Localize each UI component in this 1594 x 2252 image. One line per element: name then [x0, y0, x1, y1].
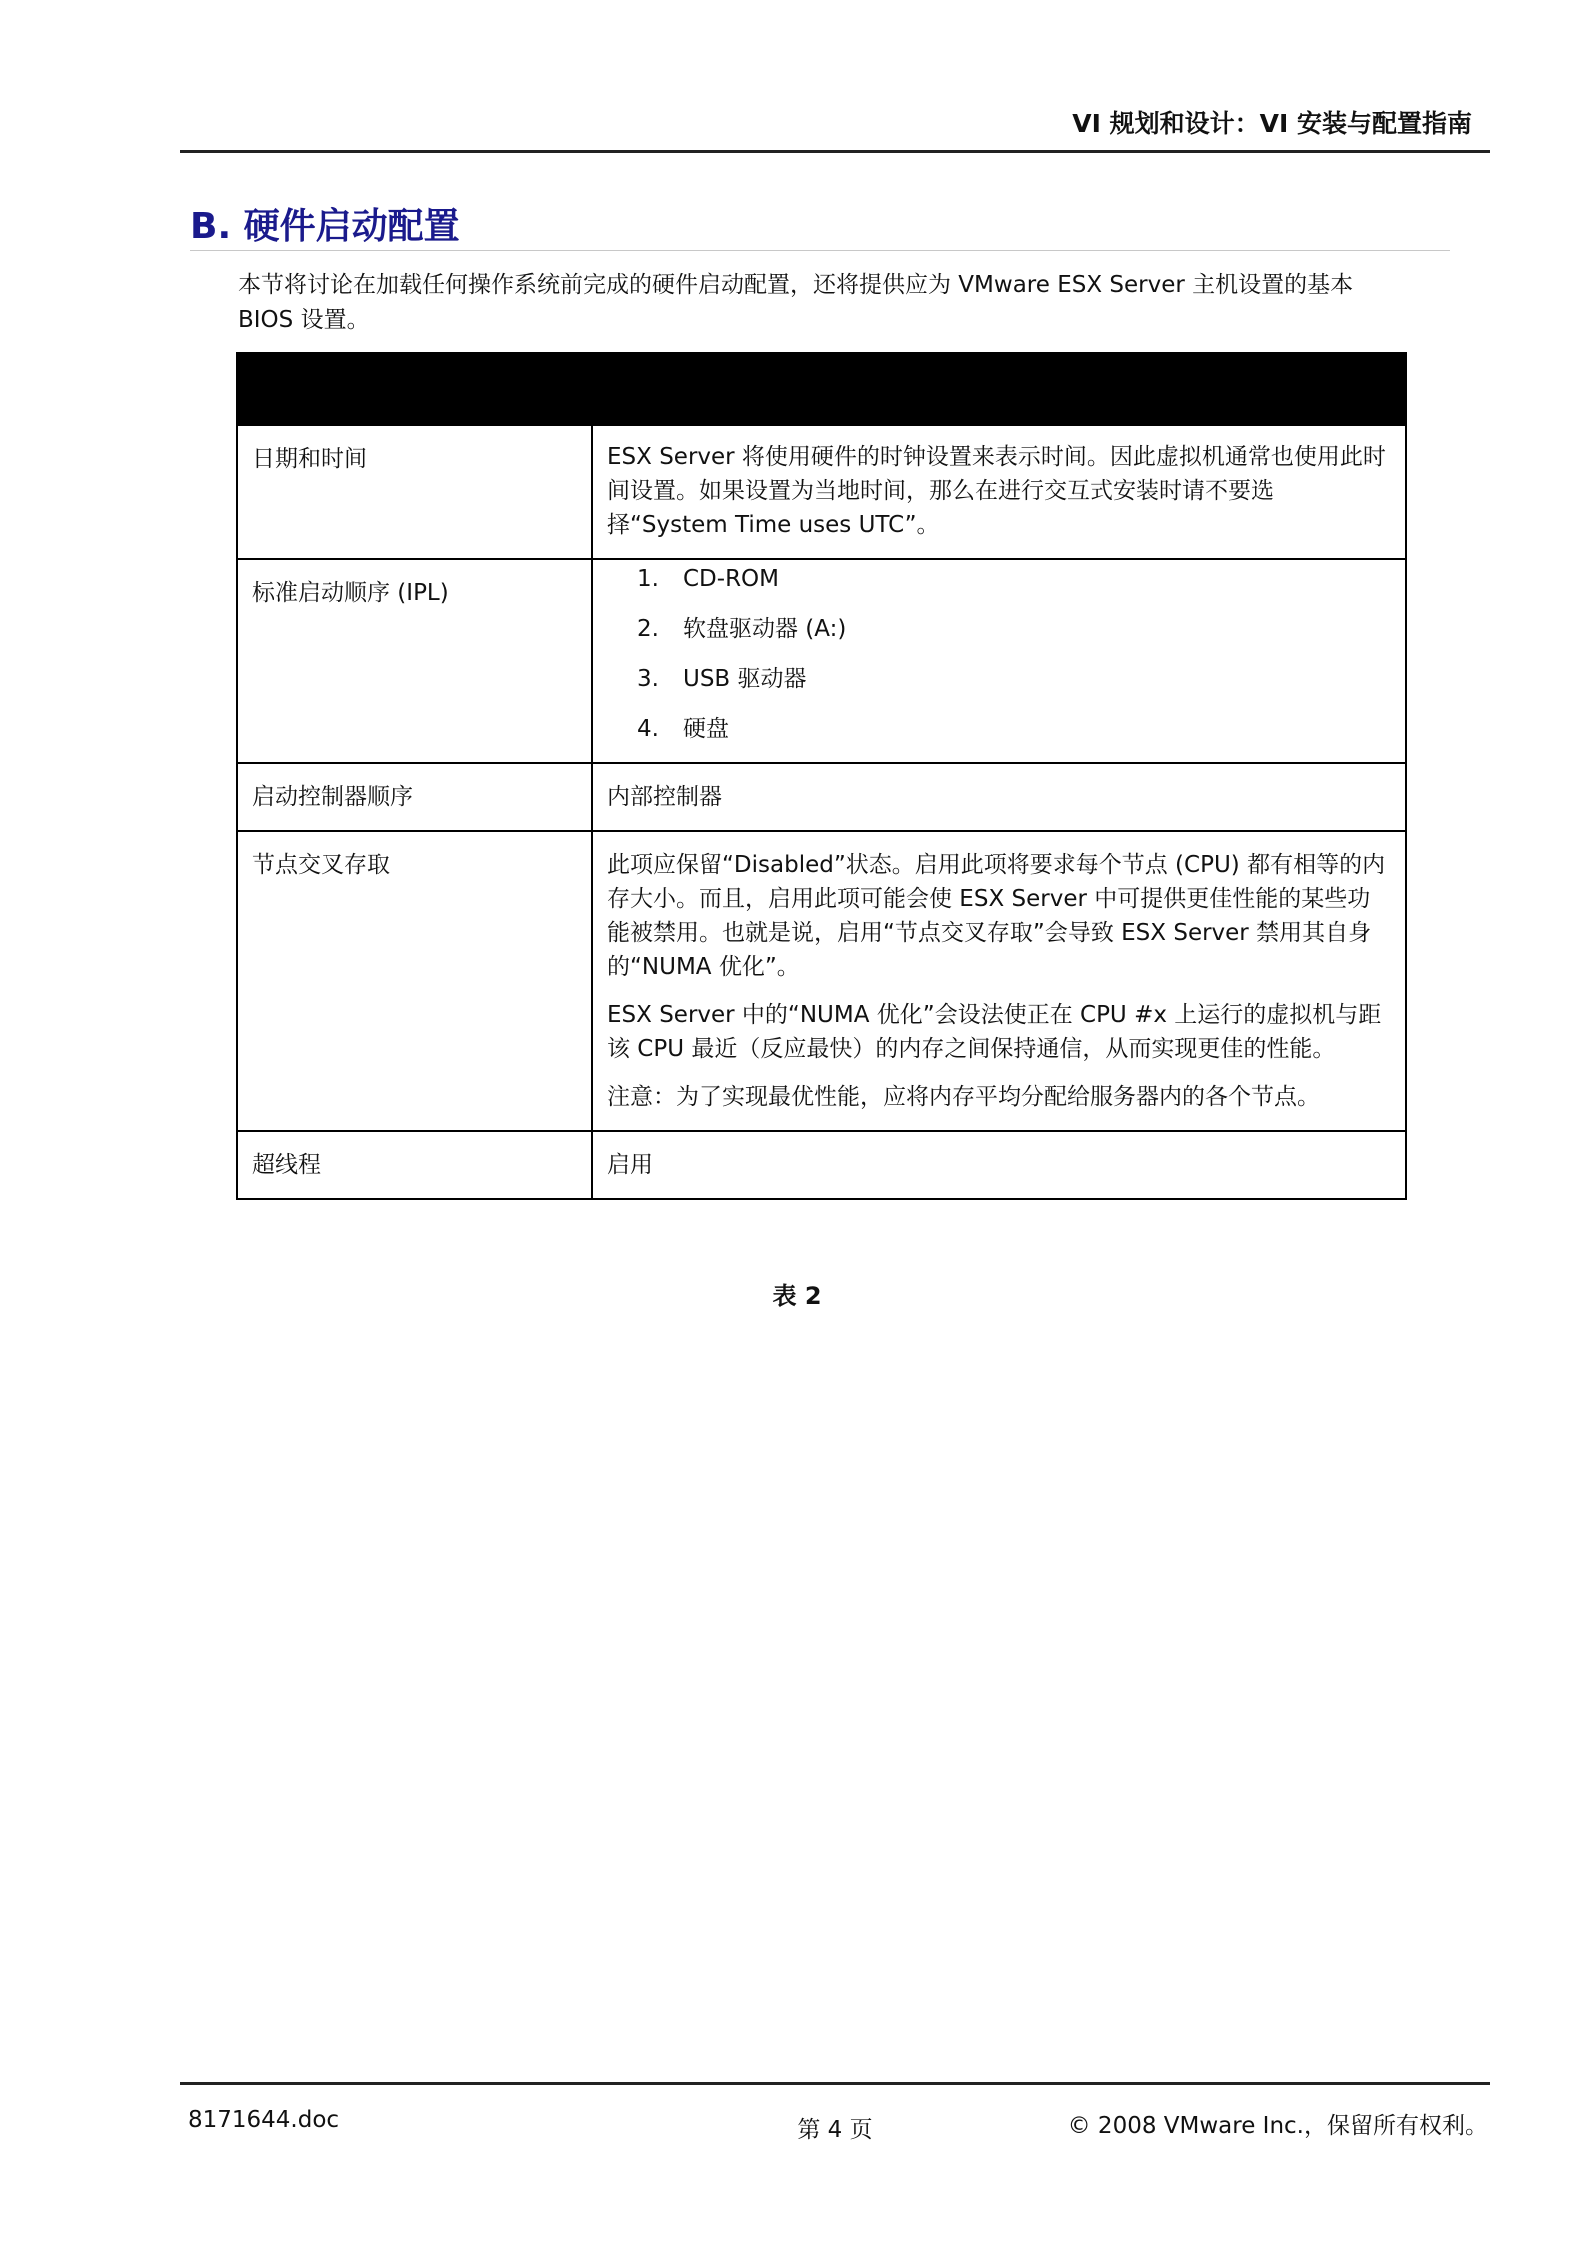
setting-name-cell: 标准启动顺序 (IPL)	[237, 559, 592, 763]
heading-divider	[190, 250, 1450, 251]
list-item: 1. CD-ROM	[637, 566, 779, 592]
header-title: VI 规划和设计：VI 安装与配置指南	[1072, 109, 1472, 138]
setting-value-cell	[592, 831, 1406, 1131]
boot-order-list	[607, 562, 1391, 762]
setting-value-cell: 内部控制器	[592, 763, 1406, 831]
table-header-cell	[592, 353, 1406, 425]
table-header-row	[237, 353, 1406, 425]
list-item: 2. 软盘驱动器 (A:)	[637, 616, 847, 642]
table-row	[237, 425, 1406, 559]
bios-settings-table	[236, 352, 1407, 1200]
cell-paragraph: ESX Server 中的“NUMA 优化”会设法使正在 CPU #x 上运行的虚拟机与距该 CPU 最近（反应最快）的内存之间保持通信，从而实现更佳的性能。	[607, 1002, 1382, 1062]
table-header-cell	[237, 353, 592, 425]
setting-value-cell: ESX Server 将使用硬件的时钟设置来表示时间。因此虚拟机通常也使用此时间设置。如果设置为当地时间，那么在进行交互式安装时请不要选择“System Time uses UTC”。	[592, 425, 1406, 559]
footer-page-number: 第 4 页	[797, 2117, 873, 2143]
footer-filename: 8171644.doc	[188, 2107, 340, 2133]
setting-name-cell: 日期和时间	[237, 425, 592, 559]
intro-paragraph: 本节将讨论在加载任何操作系统前完成的硬件启动配置，还将提供应为 VMware ESX Server 主机设置的基本 BIOS 设置。	[238, 272, 1354, 333]
setting-value-cell	[592, 559, 1406, 763]
table-row	[237, 763, 1406, 831]
cell-paragraph: 此项应保留“Disabled”状态。启用此项将要求每个节点 (CPU) 都有相等的内存大小。而且，启用此项可能会使 ESX Server 中可提供更佳性能的某些功能被禁用。也就是说，启用“节点交叉存取”会导致 ESX Server 禁用其自身的“NUMA 优化”。	[607, 852, 1386, 980]
setting-name-cell: 节点交叉存取	[237, 831, 592, 1131]
list-item: 4. 硬盘	[637, 716, 729, 742]
section-heading: B. 硬件启动配置	[190, 206, 460, 247]
table-row	[237, 559, 1406, 763]
table-row	[237, 1131, 1406, 1199]
page-footer	[180, 2082, 1490, 2145]
setting-value-cell: 启用	[592, 1131, 1406, 1199]
setting-name-cell: 超线程	[237, 1131, 592, 1199]
footer-copyright: © 2008 VMware Inc.，保留所有权利。	[1067, 2113, 1488, 2139]
table-row	[237, 831, 1406, 1131]
list-item: 3. USB 驱动器	[637, 666, 807, 692]
setting-name-cell: 启动控制器顺序	[237, 763, 592, 831]
page-header	[180, 96, 1490, 153]
cell-paragraph: 注意：为了实现最优性能，应将内存平均分配给服务器内的各个节点。	[607, 1084, 1320, 1110]
table-caption: 表 2	[772, 1282, 822, 1310]
